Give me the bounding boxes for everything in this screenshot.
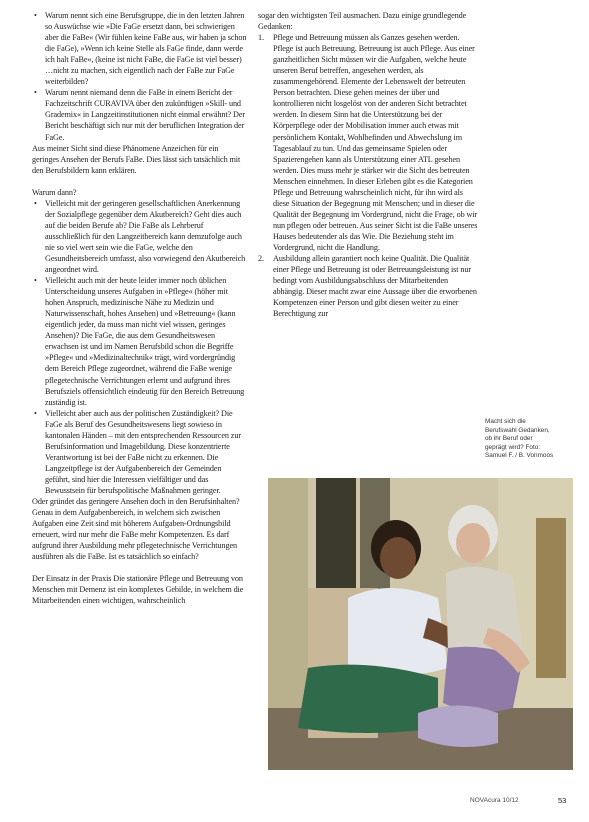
item-text: Ausbildung allein garantiert noch keine Qualität. Die Qualität einer Pflege und Betreuung ist oder Betreuungsleistung ist nur bedingt vom Ausbildungsabschluss der Mitarbeitenden abhängig. Dieser macht zwar eine Aussage über die erworbenen Kompetenzen einer Person und gibt diesen weiter zu einer Berechtigung zur — [273, 254, 477, 319]
paragraph: Oder gründet das geringere Ansehen doch in den Berufsinhalten? Genau in dem Aufgabenbereich, in welchem sich zwischen Aufgaben eine Zeit sind mit höherem Aufgaben-Ordnungsbild erneuert, wird nur mehr die FaBe mehr Kompetenzen. Es darf aufgrund ihrer Ausbildung mehr pflegetechnische Verrichtungen ausführen als die FaBe. Ist es tatsächlich so einfach? — [32, 497, 240, 562]
paragraph: Der Einsatz in der Praxis Die stationäre Pflege und Betreuung von Menschen mit Demenz ist ein komplexes Gebilde, in welchem die Mitarbeitenden einen wichtigen, wahrscheinlich — [32, 574, 244, 606]
right-column — [258, 10, 478, 319]
numbered-list — [258, 32, 478, 319]
section-question: Warum dann? — [32, 187, 77, 197]
bullet-item: • Warum nennt sich eine Berufsgruppe, die in den letzten Jahren so Auswüchse wie »Die FaGe ersetzt dann, bei schwierigen aber die FaBe« (Wir fühlen keine FaBe aus, wir haben ja schon die FaGe), »Wenn ich keine Stelle als FaGe finde, dann werde ich halt FaBe«, (keine ist nicht FaBe, die FaGe ist viel besser) …nicht zu machen, sich eigentlich nach der FaBe zur FaGe weiterbilden? — [32, 10, 247, 87]
paragraph: Aus meiner Sicht sind diese Phänomene Anzeichen für ein geringes Ansehen der Berufs FaBe. Dies lässt sich tatsächlich mit den Berufsbildern kann erklären. — [32, 143, 241, 175]
bullet-list-mid — [32, 198, 247, 496]
photo-caption: Macht sich die Berufswahl Gedanken, ob ihr Beruf oder geprägt wird? Foto: Samuel F. / B. Vonmoos — [485, 418, 554, 460]
numbered-item — [258, 32, 478, 253]
photo — [268, 478, 573, 770]
item-number: 1. — [258, 33, 264, 43]
item-text: Pflege und Betreuung müssen als Ganzes gesehen werden. Pflege ist auch Betreuung. Betreuung ist auch Pflege. Aus einer ganzheitlichen Sicht müssen wir die Aufgaben, welche heute unseren Beruf betreffen, angesehen werden, als zusammengehörend. Elemente der Lebenswelt der betreuten Person betrachten. Diese gehen meines der über und kontrollieren nicht losgelöst von der anderen Sicht betrachtet werden. In diesem Sinn hat die Unterstützung bei der Körperpflege oder der Mobilisation immer auch etwas mit persönlichem Kontakt, Wohlbefinden und Abwechslung im Tagesablauf zu tun. Und das gemeinsame Spielen oder Spazierengehen kann als Unterstützung einer ATL gesehen werden. Dies muss mehr je stärker wir die Sicht des betreuten Menschen einnehmen. In dieser Erleben gibt es die Kategorien Pflege und Betreuung wahrscheinlich nicht, für ihn wird als diese Situation der Begegnung mit Menschen; und in dieser die Qualität der Begegnung im Vordergrund, nicht die Frage, ob wir nun pflegen oder betreuen. Aus seiner Sicht ist die FaBe unseres Hauses bedeutender als das Wie. Die Beziehung steht im Vordergrund, nicht die Handlung. — [273, 33, 478, 252]
bullet-item: • Vielleicht mit der geringeren gesellschaftlichen Anerkennung der Sozialpflege gegenüber dem Akutbereich? Geht dies auch auf die beiden Berufe ab? Die FaBe als Lehrberuf ausschließlich für den Langzeitbereich kann demzufolge auch nie so viel wert sein wie die FaGe, welche den Gesundheitsbereich umfasst, also vorwiegend den Akutbereich angeordnet wird. — [32, 198, 247, 275]
bullet-item: • Warum nennt niemand denn die FaBe in einem Bericht der Fachzeitschrift CURAVIVA über den zukünftigen »Skill- und Grademix« in Langzeitinstitutionen nicht einmal erwähnt? Der Bericht beschäftigt sich nur mit der beruflichen Integration der FaGe. — [32, 87, 247, 142]
item-number: 2. — [258, 254, 264, 264]
paragraph: sogar den wichtigsten Teil ausmachen. Dazu einige grundlegende Gedanken: — [258, 11, 467, 32]
bullet-item: • Vielleicht aber auch aus der politischen Zuständigkeit? Die FaGe als Beruf des Gesundheitswesens liegt sowieso in kantonalen Händen – mit den entsprechenden Ressourcen zur Berufsinformation und Imagebildung. Diese konzentrierte Verantwortung ist bei der FaBe nicht zu erkennen. Die Langzeitpflege ist der Aufgabenbereich der Gemeinden geführt, sind hier die Interessen vielfältiger und das Bewusstsein für berufspolitische Maßnahmen geringer. — [32, 408, 247, 496]
bullet-item: • Vielleicht auch mit der heute leider immer noch üblichen Unterscheidung unseres Aufgaben in »Pflege« (höher mit hohen Anspruch, medizinische Nähe zu Medizin und Naturwissenschaft, hohes Ansehen) und »Betreuung« (kann eigentlich jeder, da muss man nicht viel wissen, geringes Ansehen)? Die FaGe, die aus dem Gesundheitswesen erwachsen ist und im Namen Berufsbild schon die Begriffe »Pflege« und »Medizinaltechnik« trägt, wird vordergründig dem Bereich Pflege zugeordnet, während die FaBe wenige pflegetechnische Verrichtungen erlernt und aufgrund ihres Berufsziels offensichtlich eindeutig für den Bereich Betreuung zuständig ist. — [32, 275, 247, 408]
numbered-item — [258, 253, 478, 319]
magazine-name: NOVAcura 10/12 — [470, 797, 519, 804]
caregiver-and-elderly-woman-photo-icon — [268, 478, 573, 770]
bullet-list-top — [32, 10, 247, 143]
left-column — [32, 10, 247, 606]
page-number: 53 — [558, 796, 567, 805]
